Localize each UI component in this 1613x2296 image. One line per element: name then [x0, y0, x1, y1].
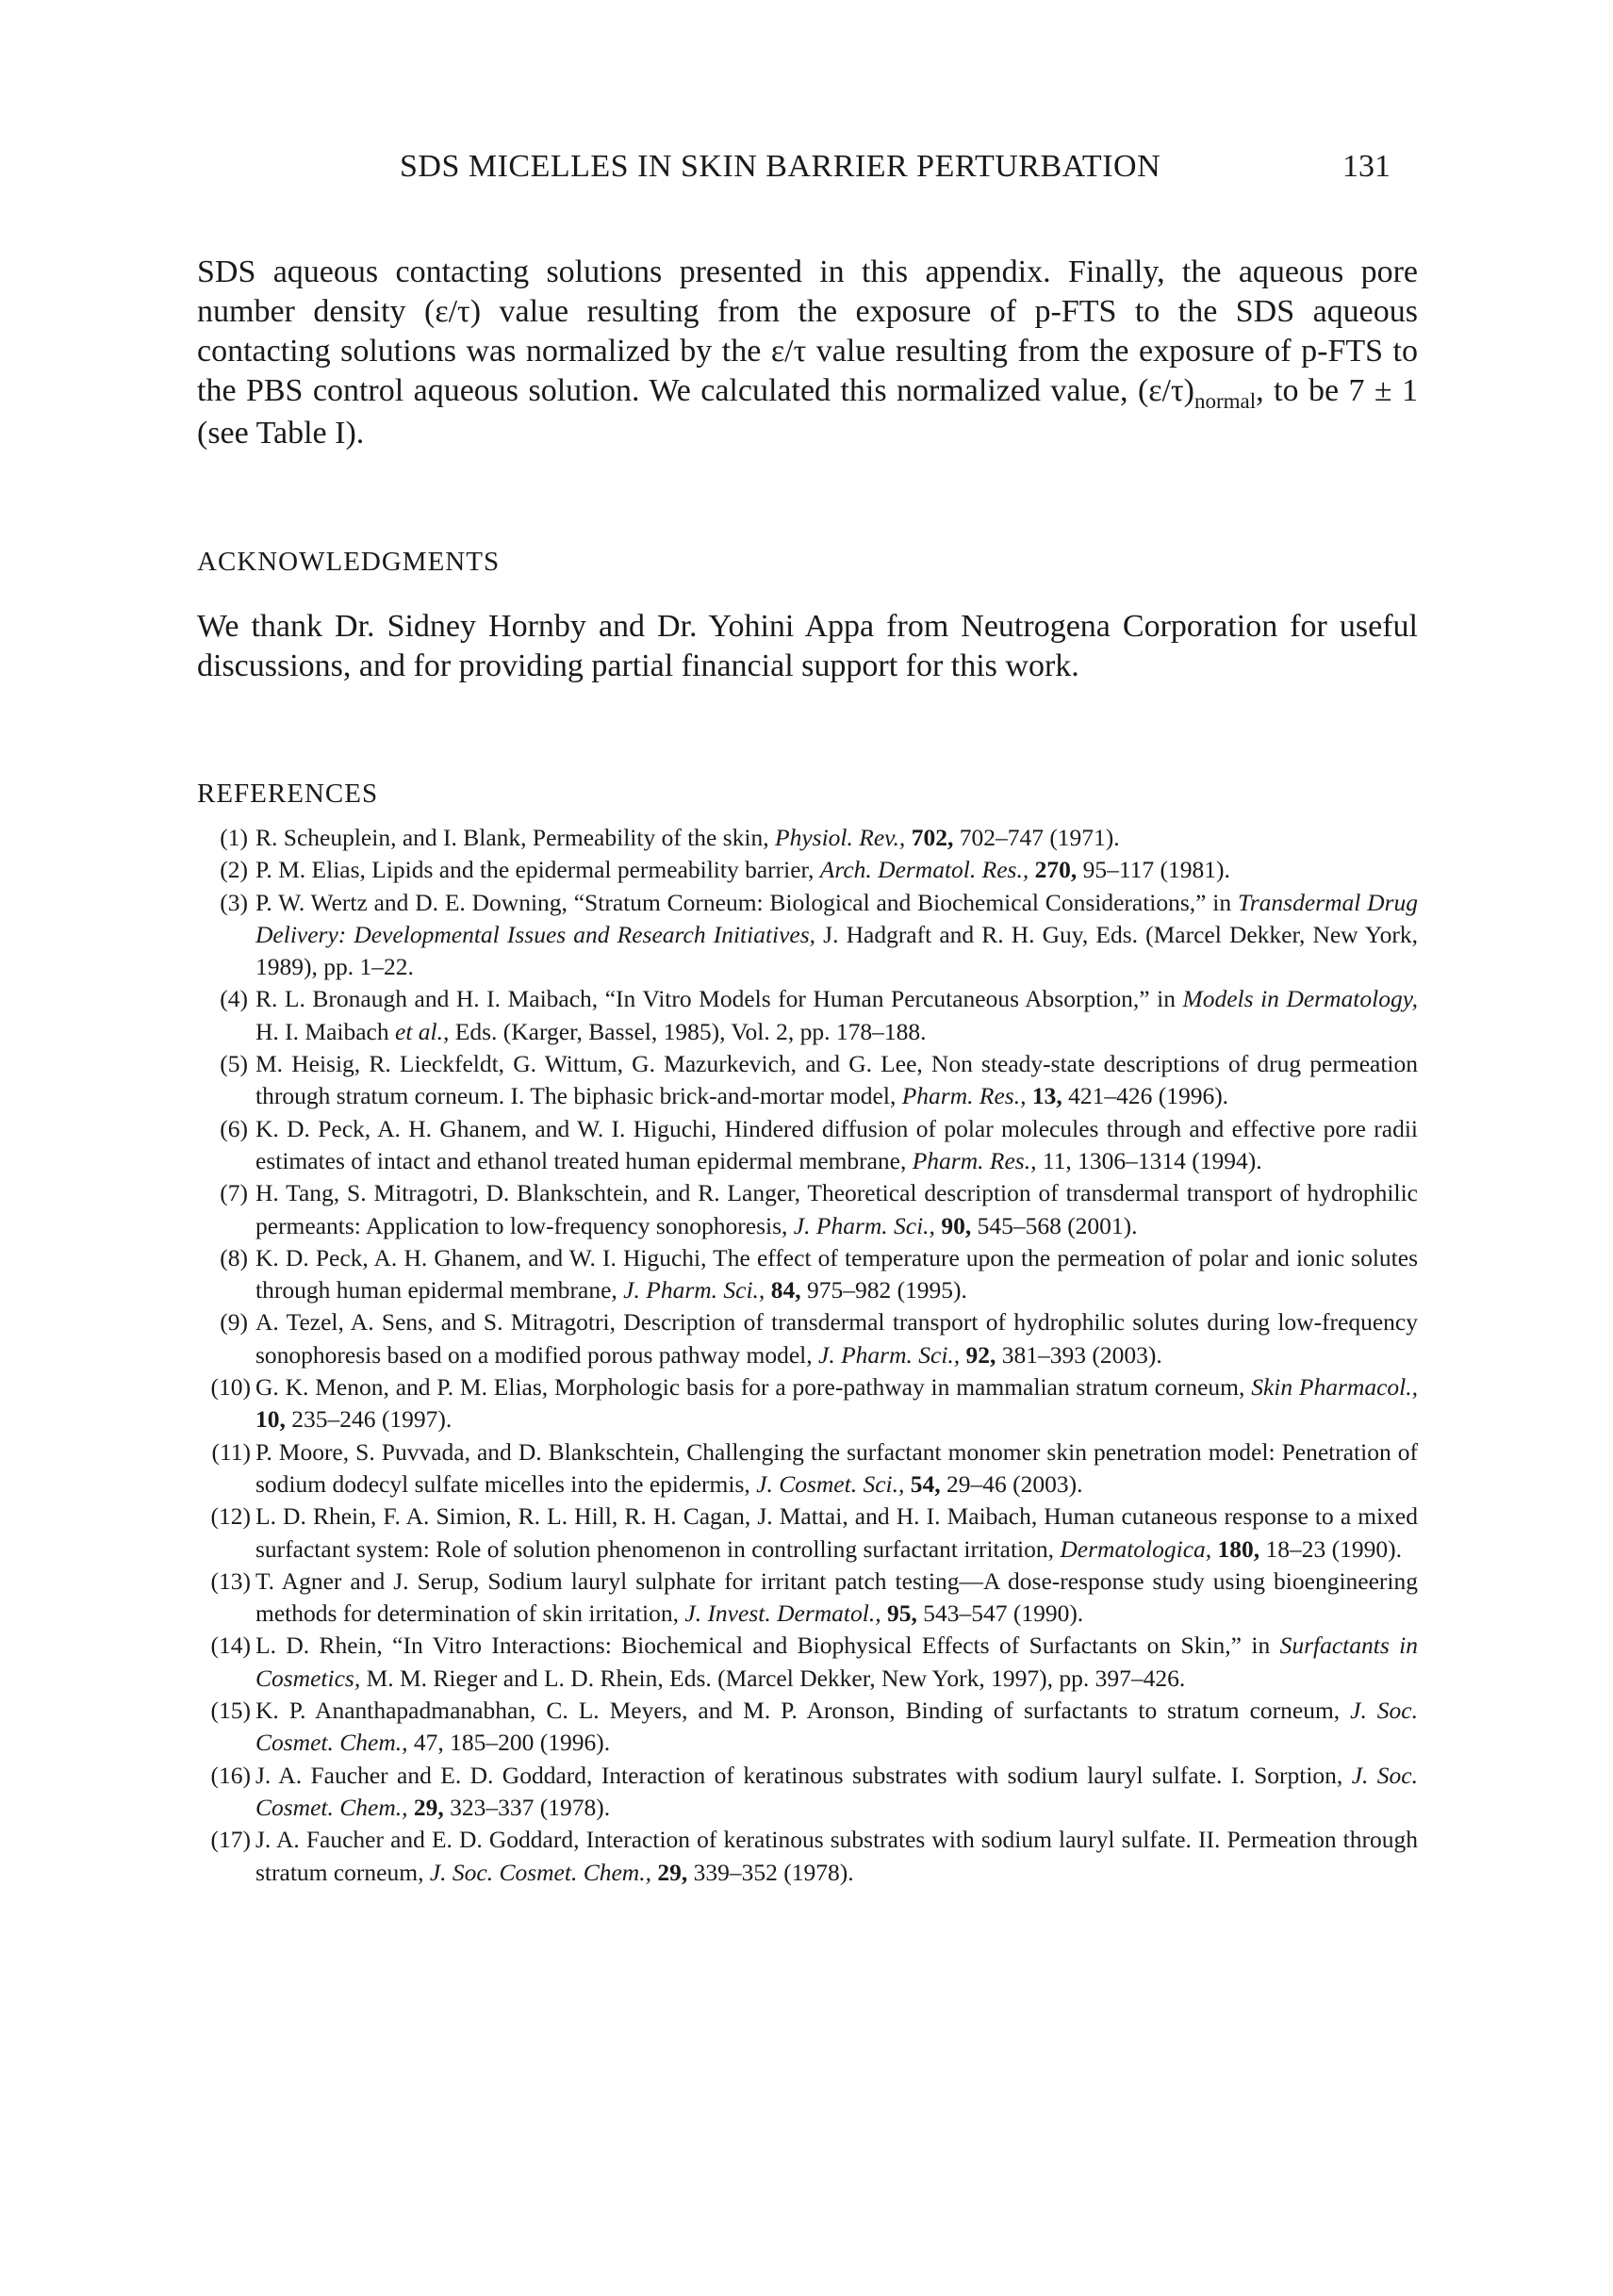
- reference-journal: Dermatologica,: [1060, 1534, 1212, 1563]
- reference-text: 11, 1306–1314 (1994).: [1036, 1146, 1262, 1174]
- reference-journal: J. Pharm. Sci.,: [793, 1211, 935, 1239]
- reference-number: (13): [210, 1566, 251, 1595]
- reference-journal: J. Pharm. Sci.,: [818, 1340, 961, 1369]
- reference-item: [197, 1436, 1418, 1501]
- reference-number: (15): [210, 1697, 251, 1725]
- reference-text: Eds. (Karger, Bassel, 1985), Vol. 2, pp. 178–188.: [449, 1017, 927, 1045]
- reference-text: 323–337 (1978).: [443, 1793, 611, 1821]
- reference-number: (7): [220, 1179, 248, 1207]
- reference-text: 47, 185–200 (1996).: [407, 1729, 611, 1757]
- reference-number: (3): [220, 888, 248, 916]
- references-list: [197, 822, 1418, 1889]
- reference-journal: Physiol. Rev.,: [775, 824, 906, 851]
- reference-item: [197, 822, 1418, 854]
- reference-text: P. Moore, S. Puvvada, and D. Blankschtein, Challenging the surfactant monomer skin penetration model: Penetration of sodium dodecyl sulfate micelles into the epidermis,: [255, 1437, 1418, 1498]
- reference-volume: 10,: [255, 1405, 286, 1434]
- running-title: SDS MICELLES IN SKIN BARRIER PERTURBATION: [400, 149, 1161, 184]
- reference-item: [197, 983, 1418, 1048]
- reference-item: [197, 854, 1418, 886]
- reference-volume: 95,: [886, 1599, 917, 1628]
- reference-text: J. A. Faucher and E. D. Goddard, Interaction of keratinous substrates with sodium lauryl sulfate. I. Sorption,: [255, 1761, 1352, 1789]
- reference-journal: Pharm. Res.,: [901, 1082, 1027, 1110]
- reference-text: P. W. Wertz and D. E. Downing, “Stratum Corneum: Biological and Biochemical Considerations,” in: [255, 888, 1238, 916]
- reference-text: L. D. Rhein, F. A. Simion, R. L. Hill, R. H. Cagan, J. Mattai, and H. I. Maibach, Human cutaneous response to a mixed surfactant system: Role of solution phenomenon in controlling surfactant irritation,: [255, 1502, 1418, 1563]
- reference-text: 235–246 (1997).: [285, 1405, 453, 1434]
- reference-text: 18–23 (1990).: [1259, 1534, 1403, 1563]
- reference-volume: 90,: [941, 1211, 972, 1239]
- reference-journal: J. Pharm. Sci.,: [623, 1276, 765, 1304]
- reference-text: L. D. Rhein, “In Vitro Interactions: Biochemical and Biophysical Effects of Surfactants on Skin,” in: [255, 1632, 1280, 1660]
- reference-item: [197, 887, 1418, 984]
- reference-item: [197, 1371, 1418, 1436]
- reference-journal: J. Soc. Cosmet. Chem.,: [255, 1697, 1418, 1757]
- reference-journal: Surfactants in Cosmetics,: [255, 1632, 1418, 1692]
- reference-item: [197, 1760, 1418, 1825]
- reference-text: H. Tang, S. Mitragotri, D. Blankschtein, and R. Langer, Theoretical description of transdermal transport of hydrophilic permeants: Application to low-frequency sonophoresis,: [255, 1179, 1418, 1239]
- reference-number: (14): [210, 1632, 251, 1660]
- reference-item: [197, 1242, 1418, 1307]
- reference-journal: J. Invest. Dermatol.,: [684, 1599, 881, 1628]
- reference-text: 339–352 (1978).: [687, 1858, 854, 1886]
- reference-item: [197, 1630, 1418, 1695]
- reference-volume: 54,: [910, 1469, 941, 1498]
- reference-text: 702–747 (1971).: [953, 824, 1120, 851]
- reference-text: G. K. Menon, and P. M. Elias, Morphologic basis for a pore-pathway in mammalian stratum corneum,: [255, 1373, 1252, 1402]
- reference-text: 95–117 (1981).: [1077, 856, 1230, 884]
- reference-journal: Transdermal Drug Delivery: Developmental Issues and Research Initiatives,: [255, 888, 1418, 948]
- reference-number: (6): [220, 1114, 248, 1142]
- reference-text: T. Agner and J. Serup, Sodium lauryl sulphate for irritant patch testing—A dose-response study using bioengineering methods for determination of skin irritation,: [255, 1566, 1418, 1628]
- reference-item: [197, 1566, 1418, 1631]
- reference-number: (11): [211, 1437, 251, 1466]
- reference-text: 421–426 (1996).: [1062, 1082, 1229, 1110]
- reference-item: [197, 1824, 1418, 1889]
- reference-text: K. P. Ananthapadmanabhan, C. L. Meyers, and M. P. Aronson, Binding of surfactants to stratum corneum,: [255, 1697, 1351, 1725]
- reference-number: (9): [220, 1308, 248, 1337]
- reference-number: (17): [210, 1826, 251, 1854]
- reference-number: (2): [220, 856, 248, 884]
- reference-item: [197, 1695, 1418, 1760]
- reference-text: R. Scheuplein, and I. Blank, Permeability of the skin,: [255, 824, 775, 851]
- reference-text: M. Heisig, R. Lieckfeldt, G. Wittum, G. Mazurkevich, and G. Lee, Non steady-state descriptions of drug permeation through stratum corneum. I. The biphasic brick-and-mortar model,: [255, 1050, 1418, 1110]
- reference-text: J. Hadgraft and R. H. Guy, Eds. (Marcel Dekker, New York, 1989), pp. 1–22.: [255, 920, 1418, 981]
- reference-text: 381–393 (2003).: [996, 1340, 1162, 1369]
- reference-text: J. A. Faucher and E. D. Goddard, Interaction of keratinous substrates with sodium lauryl sulfate. II. Permeation through stratum corneum,: [255, 1826, 1418, 1886]
- acknowledgments-text: We thank Dr. Sidney Hornby and Dr. Yohini Appa from Neutrogena Corporation for useful discussions, and for providing partial financial support for this work.: [197, 609, 1418, 683]
- reference-journal: Skin Pharmacol.,: [1251, 1373, 1418, 1402]
- reference-volume: 270,: [1034, 856, 1078, 884]
- reference-journal: J. Cosmet. Sci.,: [756, 1469, 905, 1498]
- reference-text: 29–46 (2003).: [940, 1469, 1083, 1498]
- reference-text: K. D. Peck, A. H. Ghanem, and W. I. Higuchi, Hindered diffusion of polar molecules through and effective pore radii estimates of intact and ethanol treated human epidermal membrane,: [255, 1114, 1418, 1174]
- reference-number: (4): [220, 985, 248, 1013]
- reference-item: [197, 1501, 1418, 1566]
- reference-number: (8): [220, 1243, 248, 1271]
- reference-journal: et al.,: [395, 1017, 450, 1045]
- reference-text: P. M. Elias, Lipids and the epidermal permeability barrier,: [255, 856, 820, 884]
- reference-journal: Models in Dermatology,: [1182, 985, 1418, 1013]
- reference-text: 545–568 (2001).: [971, 1211, 1138, 1239]
- reference-number: (10): [210, 1373, 251, 1402]
- reference-journal: J. Soc. Cosmet. Chem.,: [429, 1858, 651, 1886]
- references-heading: REFERENCES: [197, 779, 379, 809]
- reference-volume: 92,: [965, 1340, 996, 1369]
- reference-text: M. M. Rieger and L. D. Rhein, Eds. (Marcel Dekker, New York, 1997), pp. 397–426.: [360, 1664, 1186, 1692]
- intro-paragraph: SDS aqueous contacting solutions presented in this appendix. Finally, the aqueous pore number density (ε/τ) value resulting from the exposure of p-FTS to the SDS aqueous contacting solutions was normalized by the ε/τ value resulting from the exposure of p-FTS to the PBS control aqueous solution. We calculated this normalized value, $(\varepsilon/\tau)_{normal}$, to be 7 ± 1 (see Table I).: [197, 254, 1419, 451]
- reference-volume: 29,: [657, 1858, 688, 1886]
- reference-item: [197, 1177, 1418, 1242]
- reference-item: [197, 1306, 1418, 1371]
- reference-number: (5): [220, 1050, 248, 1078]
- reference-item: [197, 1048, 1418, 1113]
- reference-text: R. L. Bronaugh and H. I. Maibach, “In Vitro Models for Human Percutaneous Absorption,” in: [255, 985, 1183, 1013]
- reference-item: [197, 1113, 1418, 1178]
- reference-volume: 180,: [1217, 1534, 1260, 1563]
- reference-journal: Arch. Dermatol. Res.,: [819, 856, 1029, 884]
- reference-journal: Pharm. Res.,: [912, 1146, 1037, 1174]
- reference-volume: 13,: [1031, 1082, 1062, 1110]
- reference-number: (16): [210, 1761, 251, 1789]
- acknowledgments-heading: ACKNOWLEDGMENTS: [197, 547, 501, 577]
- reference-text: A. Tezel, A. Sens, and S. Mitragotri, Description of transdermal transport of hydrophilic solutes during low-frequency sonophoresis based on a modified porous pathway model,: [255, 1308, 1418, 1369]
- reference-text: K. D. Peck, A. H. Ghanem, and W. I. Higuchi, The effect of temperature upon the permeation of polar and ionic solutes through human epidermal membrane,: [255, 1243, 1418, 1304]
- page-number: 131: [1342, 149, 1391, 184]
- reference-journal: J. Soc. Cosmet. Chem.,: [255, 1761, 1418, 1821]
- reference-number: (1): [220, 824, 248, 851]
- reference-volume: 702,: [911, 824, 954, 851]
- reference-number: (12): [210, 1502, 251, 1531]
- reference-text: 543–547 (1990).: [916, 1599, 1084, 1628]
- reference-volume: 84,: [770, 1276, 801, 1304]
- reference-volume: 29,: [413, 1793, 444, 1821]
- reference-text: H. I. Maibach: [255, 1017, 395, 1045]
- reference-text: 975–982 (1995).: [800, 1276, 967, 1304]
